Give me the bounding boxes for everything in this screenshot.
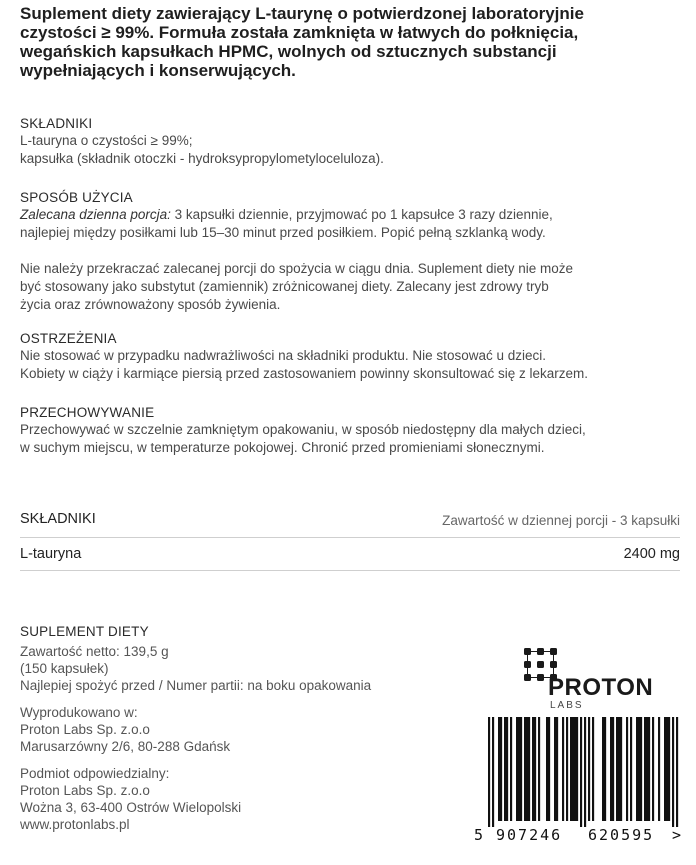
table-divider: [20, 537, 680, 538]
best-before: Najlepiej spożyć przed / Numer partii: na boku opakowania: [20, 678, 372, 693]
brand-sub: LABS: [550, 700, 584, 711]
barcode-bar: [668, 717, 670, 821]
barcode-bar: [572, 717, 574, 821]
intro-line: wypełniających i konserwujących.: [20, 61, 296, 80]
barcode-bar: [652, 717, 654, 821]
barcode-bar: [616, 717, 618, 821]
capsule-count: (150 kapsułek): [20, 661, 109, 676]
barcode-bar: [534, 717, 536, 821]
barcode-bar: [612, 717, 614, 821]
dose-text: 3 kapsułki dziennie, przyjmować po 1 kapsułce 3 razy dziennie,: [170, 207, 553, 222]
barcode-bar: [528, 717, 530, 821]
intro-line: Suplement diety zawierający L-taurynę o potwierdzonej laboratoryjnie: [20, 4, 584, 23]
storage-line: Przechowywać w szczelnie zamkniętym opakowaniu, w sposób niedostępny dla małych dzieci,: [20, 422, 586, 437]
warning-line: Nie stosować w przypadku nadwrażliwości na składniki produktu. Nie stosować u dzieci.: [20, 348, 546, 363]
producer-line: Proton Labs Sp. z.o.o: [20, 722, 150, 737]
barcode-bar: [504, 717, 506, 821]
table-col-ingredients: SKŁADNIKI: [20, 511, 96, 527]
storage-section: [20, 405, 586, 457]
barcode-bar: [566, 717, 568, 821]
intro-line: wegańskich kapsułkach HPMC, wolnych od sztucznych substancji: [20, 42, 557, 61]
barcode-right-digits: 620595: [588, 826, 655, 844]
ingredients-heading: SKŁADNIKI: [20, 116, 93, 131]
barcode-bar: [548, 717, 550, 821]
barcode-bar: [538, 717, 540, 821]
barcode-bar: [584, 717, 586, 827]
table-divider: [20, 570, 680, 571]
barcode-bar: [592, 717, 594, 821]
usage-note-line: życia oraz zrównoważony sposób żywienia.: [20, 297, 281, 312]
barcode-bar: [520, 717, 522, 821]
barcode-bar: [524, 717, 526, 821]
barcode-bar: [546, 717, 548, 821]
barcode-bar: [604, 717, 606, 821]
table-row-name: L-tauryna: [20, 546, 82, 562]
table-col-daily: Zawartość w dziennej porcji - 3 kapsułki: [442, 513, 680, 528]
ingredient-line: kapsułka (składnik otoczki - hydroksypropylometyloceluloza).: [20, 151, 384, 166]
barcode-first-digit: 5: [474, 826, 484, 844]
barcode-bar: [602, 717, 604, 821]
barcode-bar: [516, 717, 518, 821]
usage-line: najlepiej między posiłkami lub 15–30 minut przed posiłkiem. Popić pełną szklanką wody.: [20, 225, 546, 240]
barcode-bar: [626, 717, 628, 821]
responsible-line: Wożna 3, 63-400 Ostrów Wielopolski: [20, 800, 242, 815]
barcode-bar: [610, 717, 612, 821]
barcode-bar: [646, 717, 648, 821]
barcode-bar: [526, 717, 528, 821]
intro-text: [20, 4, 680, 80]
barcode-bar: [638, 717, 640, 821]
barcode-bar: [500, 717, 502, 821]
barcode-bar: [488, 717, 490, 827]
website-link: www.protonlabs.pl: [20, 817, 130, 832]
barcode-bar: [588, 717, 590, 821]
barcode-bar: [620, 717, 622, 821]
barcode-icon: [483, 717, 683, 827]
usage-section: [20, 190, 573, 314]
barcode-bar: [570, 717, 572, 821]
responsible-line: Podmiot odpowiedzialny:: [20, 766, 170, 781]
storage-heading: PRZECHOWYWANIE: [20, 405, 155, 420]
barcode-bar: [574, 717, 576, 821]
responsible-line: Proton Labs Sp. z.o.o: [20, 783, 150, 798]
barcode-bar: [636, 717, 638, 821]
barcode-bar: [498, 717, 500, 821]
warnings-heading: OSTRZEŻENIA: [20, 331, 117, 346]
net-content: Zawartość netto: 139,5 g: [20, 644, 169, 659]
ingredients-section: [20, 116, 384, 168]
barcode-bar: [630, 717, 632, 821]
table-row-value: 2400 mg: [623, 546, 680, 562]
barcode-bar: [532, 717, 534, 821]
barcode-arrow: >: [672, 826, 682, 844]
ingredient-line: L-tauryna o czystości ≥ 99%;: [20, 133, 193, 148]
warnings-section: [20, 331, 588, 383]
barcode-left-digits: 907246: [496, 826, 563, 844]
barcode-bar: [672, 717, 674, 827]
barcode-bar: [492, 717, 494, 827]
barcode-bar: [556, 717, 558, 821]
usage-note-line: być stosowany jako substytut (zamiennik) zróżnicowanej diety. Zalecany jest zdrowy tryb: [20, 279, 549, 294]
barcode-bar: [618, 717, 620, 821]
barcode-bar: [580, 717, 582, 827]
barcode-bar: [518, 717, 520, 821]
storage-line: w suchym miejscu, w temperaturze pokojowej. Chronić przed promieniami słonecznymi.: [20, 440, 545, 455]
barcode-bar: [506, 717, 508, 821]
barcode-bar: [676, 717, 678, 827]
usage-heading: SPOSÓB UŻYCIA: [20, 190, 133, 205]
brand-name: PROTON: [548, 674, 654, 701]
barcode-bar: [576, 717, 578, 821]
producer-line: Marusarzówny 2/6, 80-288 Gdańsk: [20, 739, 231, 754]
barcode-bar: [640, 717, 642, 821]
barcode-bar: [554, 717, 556, 821]
intro-line: czystości ≥ 99%. Formuła została zamknięta w łatwych do połknięcia,: [20, 23, 579, 42]
footer-section: [20, 624, 371, 833]
barcode-bar: [510, 717, 512, 821]
dose-label: Zalecana dzienna porcja:: [20, 207, 171, 222]
barcode-bar: [644, 717, 646, 821]
producer-line: Wyprodukowano w:: [20, 705, 138, 720]
barcode-bar: [666, 717, 668, 821]
barcode-bar: [664, 717, 666, 821]
footer-heading: SUPLEMENT DIETY: [20, 624, 149, 639]
usage-note-line: Nie należy przekraczać zalecanej porcji do spożycia w ciągu dnia. Suplement diety nie może: [20, 261, 574, 276]
barcode-bar: [562, 717, 564, 821]
barcode-bar: [648, 717, 650, 821]
barcode-bar: [658, 717, 660, 821]
warning-line: Kobiety w ciąży i karmiące piersią przed zastosowaniem powinny skonsultować się z lekarzem.: [20, 366, 588, 381]
